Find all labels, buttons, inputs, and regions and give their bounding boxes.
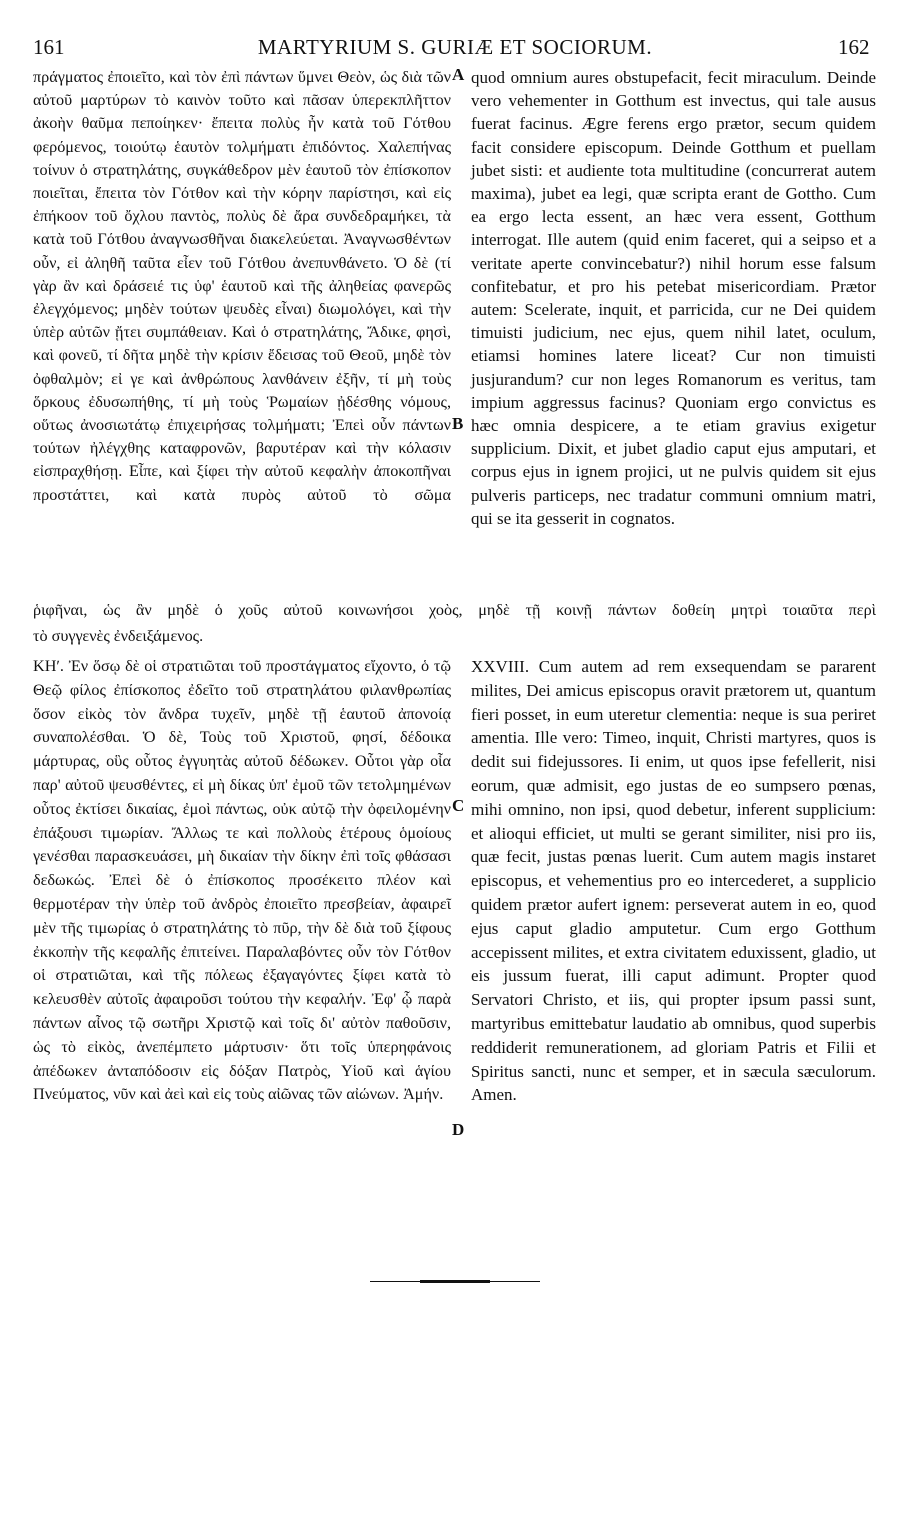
latin-paragraph-2: XXVIII. Cum autem ad rem exsequendam se pararent milites, Dei amicus episcopus oravit prætorem ut, quantum fieri posset, in eum uteretur clementia: neque is sua periret amentia. Ille vero: Timeo, inquit, Christi martyres, quos is dedit sui fidejussores. Ii enim, ut quos ipse fefellerit, nisi eorum, quæ admisit, ego justas de eo sumpsero pœnas, mihi omnino, non ipsi, quod debetur, inferent supplicium: et alioqui efficiet, ut multi se gerant similiter, nisi pro iis, quæ fecit, justas pœnas luerit. Cum autem magis instaret episcopus, et vehementius pro eo intercederet, a supplicio quidem prætor aufert ignem: perseverat autem in eo, quod ejus caput gladio amputetur. Cum ergo Gotthum accepissent milites, et extra civitatem eduxissent, gladio, ut eis jussum fuerat, illi caput adimunt. Propter quod Servatori Christo, et iis, qui propter ipsum passi sunt, martyribus emittebatur laudatio ab omnibus, quod superbis reddiderit remunerationem, ad gloriam Patris et Filii et Spiritus sancti, nunc et semper, et in sæcula sæculorum. Amen. <box>471 657 876 1105</box>
greek-column-upper <box>33 66 451 530</box>
end-ornament-rule <box>370 1280 540 1283</box>
running-title: MARTYRIUM S. GURIÆ ET SOCIORUM. <box>257 35 653 59</box>
latin-column-lower <box>471 655 876 1107</box>
greek-column-lower <box>33 655 451 1107</box>
margin-letter-d: D <box>452 1120 465 1139</box>
page-number-right: 162 <box>838 35 870 59</box>
greek-spanning-line: ῥιφῆναι, ὡς ἂν μηδὲ ὁ χοῦς αὐτοῦ κοινωνήσοι χοὸς, μηδὲ τῇ κοινῇ πάντων δοθείη μητρὶ τοιαῦτα περὶ <box>33 601 876 619</box>
greek-paragraph-1-end: τὸ συγγενὲς ἐνδειξάμενος. <box>33 627 204 645</box>
latin-paragraph-1: quod omnium aures obstupefacit, fecit miraculum. Deinde vero vehementer in Gotthum est invectus, qui tale ausus fuerat facinus. Ægre ferens ergo prætor, secum quidem facit considere episcopum. Deinde Gotthum et puellam jubet sisti: et audiente tota multitudine (concurrerat autem maxima), jubet ea legi, quæ scripta erant de Gottho. Cum ea ergo lecta essent, an hæc vera essent, Gotthum interrogat. Ille autem (quid enim faceret, qui a seipso et a veritate aperte convincebatur?) nihil horum esse falsum confitebatur, et pro his petebat misericordiam. Prætor autem: Scelerate, inquit, et parricida, cur ne Dei quidem timuisti judicium, nec ejus, quem nihil latet, oculum, etiamsi homines latere liceat? Cur non timuisti jusjurandum? cur non leges Romanorum es veritus, tam impium aggressus facinus? Quoniam ergo convictus es hæc omnia despicere, a te etiam gravius exigetur supplicium. Dixit, et jubet gladio caput ejus amputari, et corpus ejus in ignem projici, ut ne pulvis quidem sit ejus pulveris particeps, nec tradatur communi omnium matri, qui se ita gesserit in cognatos. <box>471 68 876 528</box>
margin-letter-c: C <box>452 796 465 815</box>
greek-paragraph-2: ΚΗʹ. Ἐν ὅσῳ δὲ οἱ στρατιῶται τοῦ προστάγματος εἴχοντο, ὁ τῷ Θεῷ φίλος ἐπίσκοπος ἐδεῖτο τοῦ στρατηλάτου φιλανθρωπίας ὅσον εἰκὸς τὸν ἄνδρα τυχεῖν, μηδὲ τῇ ἑαυτοῦ ἀπονοίᾳ συναπολέσθαι. Ὁ δὲ, Τοὺς τοῦ Χριστοῦ, φησί, δέδοικα μάρτυρας, οὓς οὗτος ἐγγυητὰς αὐτοῦ δέδωκεν. Οὗτοι γὰρ οἷα παρ' αὐτοῦ ψευσθέντες, εἰ μὴ δίκας ὑπ' ἐμοῦ τῶν τετολμημένων οὗτος ἐκτίσει δικαίας, ἐμοὶ πάντως, οὐκ αὐτῷ τὴν ὀφειλομένην ἐπάξουσι τιμωρίαν. Ἄλλως τε καὶ πολλοὺς ἑτέρους ὁμοίους γενέσθαι παρασκευάσει, μὴ δικαίαν τὴν δίκην ἐπὶ τοῖς φθάσασι δεδωκώς. Ἐπεὶ δὲ ὁ ἐπίσκοπος προσέκειτο πλέον καὶ θερμοτέραν τὴν ὑπὲρ τοῦ ἀνδρὸς ἐποιεῖτο πρεσβείαν, ἀφαιρεῖ μὲν τῆς τιμωρίας ὁ στρατηλάτης τὸ πῦρ, τὴν δὲ διὰ τοῦ ξίφους ἐκκοπὴν τῆς κεφαλῆς ἐπιτείνει. Παραλαβόντες οὖν τὸν Γότθον οἱ στρατιῶται, καὶ τῆς πόλεως ἐξαγαγόντες ξίφει κατὰ τὸ κελευσθὲν αὐτοῖς ἀφαιροῦσι τούτου τὴν κεφαλήν. Ἐφ' ᾧ παρὰ πάντων αἶνος τῷ σωτῆρι Χριστῷ καὶ τοῖς δι' αὐτὸν παθοῦσιν, ὡς τὸ εἰκὸς, ἀνεπέμπετο μάρτυσιν· ὅτι τοῖς ὑπερηφάνοις ἀπέδωκεν ἀνταπόδοσιν εἰς δόξαν Πατρὸς, Υἱοῦ καὶ ἁγίου Πνεύματος, νῦν καὶ ἀεὶ καὶ εἰς τοὺς αἰῶνας τῶν αἰώνων. Ἀμήν. <box>33 657 451 1104</box>
latin-column-upper <box>471 66 876 530</box>
greek-paragraph-1: πράγματος ἐποιεῖτο, καὶ τὸν ἐπὶ πάντων ὕμνει Θεὸν, ὡς διὰ τῶν αὐτοῦ μαρτύρων τὸ καινὸν τοῦτο καὶ πᾶσαν ὑπερεκπλῆττον ἀκοὴν θαῦμα πεποίηκεν· ἔπειτα πολὺς ἦν κατὰ τοῦ Γότθου φερόμενος, τοιούτῳ ἑαυτὸν τολμήματι ἐπιδόντος. Χαλεπήνας τοίνυν ὁ στρατηλάτης, συγκάθεδρον μὲν ἑαυτοῦ τὸν ἐπίσκοπον ποιεῖται, ἔπειτα τὸν Γότθον καὶ τὴν κόρην παρίστησι, καὶ εἰς ἐπήκοον τοῦ ὄχλου παντὸς, πολὺς δὲ ἄρα συνδεδραμήκει, τὰ κατὰ τοῦ Γότθου ἀναγνωσθῆναι διακελεύεται. Ἀναγνωσθέντων οὖν, εἰ ἀληθῆ ταῦτα εἶεν τοῦ Γότθου ἀνεπυνθάνετο. Ὁ δὲ (τί γὰρ ἂν καὶ δράσειέ τις ὑφ' ἑαυτοῦ καὶ τῆς ἀληθείας φανερῶς ἐλεγχόμενος; μηδὲν τούτων ψευδὲς εἶναι) διωμολόγει, καὶ τὴν ὑπὲρ αὐτῶν ᾔτει συμπάθειαν. Καὶ ὁ στρατηλάτης, Ἄδικε, φησὶ, καὶ φονεῦ, τί δῆτα μηδὲ τὴν κρίσιν ἔδεισας τοῦ Θεοῦ, μηδὲ τὸν ὀφθαλμὸν; εἰ γε καὶ ἀνθρώπους λανθάνειν ἐξῆν, τί μὴ τοὺς ὅρκους ἐδυσωπήθης, τί μὴ τοὺς Ῥωμαίων ᾐδέσθης νόμους, οὕτως ἀνοσιωτάτῳ ἐπιχειρήσας τολμήματι; Ἐπεὶ οὖν πάντων τούτων ἠλέγχθης καταφρονῶν, βαρυτέραν καὶ τὴν κόλασιν εἰσπραχθήσῃ. Εἶπε, καὶ ξίφει τὴν αὐτοῦ κεφαλὴν ἀποκοπῆναι προστάττει, καὶ κατὰ πυρὸς αὐτοῦ τὸ σῶμα <box>33 68 451 504</box>
margin-letter-b: B <box>452 414 464 433</box>
page-number-left: 161 <box>33 35 65 59</box>
margin-letter-a: A <box>452 65 465 84</box>
